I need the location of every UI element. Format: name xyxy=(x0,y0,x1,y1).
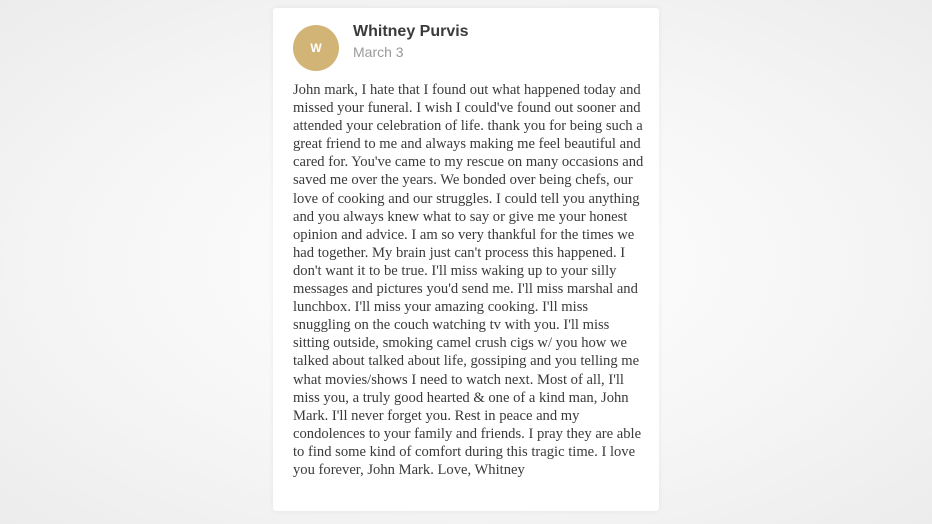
condolence-post-card xyxy=(273,8,659,511)
post-date: March 3 xyxy=(353,44,404,60)
avatar-initial: W xyxy=(310,41,322,55)
avatar xyxy=(293,25,339,71)
author-name: Whitney Purvis xyxy=(353,23,469,40)
post-message: John mark, I hate that I found out what happened today and missed your funeral. I wish I could've found out sooner and attended your celebration of life. thank you for being such a great friend to me and always making me feel beautiful and cared for. You've came to my rescue on many occasions and saved me over the years. We bonded over being chefs, our love of cooking and our struggles. I could tell you anything and you always knew what to say or give me your honest opinion and advice. I am so very thankful for the times we had together. My brain just can't process this happened. I don't want it to be true. I'll miss waking up to your silly messages and pictures you'd send me. I'll miss marshal and lunchbox. I'll miss your amazing cooking. I'll miss snuggling on the couch watching tv with you. I'll miss sitting outside, smoking camel crush cigs w/ you how we talked about talked about life, gossiping and you telling me what movies/shows I need to watch next. Most of all, I'll miss you, a truly good hearted & one of a kind man, John Mark. I'll never forget you. Rest in peace and my condolences to your family and friends. I pray they are able to find some kind of comfort during this tragic time. I love you forever, John Mark. Love, Whitney xyxy=(293,82,644,478)
